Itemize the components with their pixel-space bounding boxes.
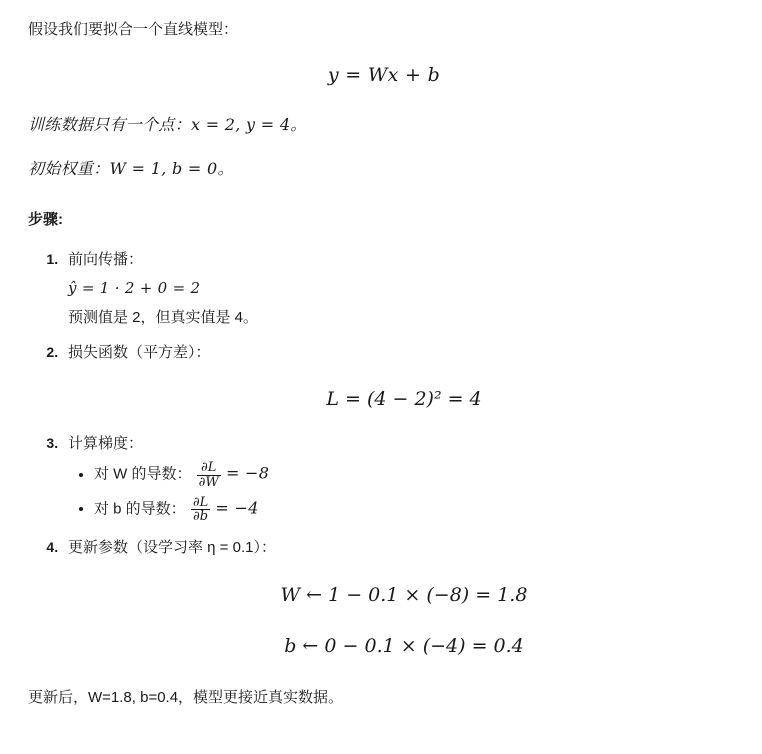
frac-numerator: ∂L — [201, 460, 217, 476]
list-item — [62, 536, 740, 662]
bullet-label: 对 b 的导数： — [94, 500, 186, 517]
list-item — [94, 461, 740, 489]
update-equation-w: W ← 1 − 0.1 × (−8) = 1.8 — [280, 584, 528, 607]
step-title: 计算梯度： — [68, 434, 144, 452]
update-equation-b: b ← 0 − 0.1 × (−4) = 0.4 — [284, 635, 524, 658]
frac-denominator: ∂W — [198, 474, 219, 490]
model-equation-text: y = Wx + b — [327, 64, 441, 87]
frac-denominator: ∂b — [191, 509, 210, 524]
steps-list — [28, 248, 740, 662]
initial-weights-paragraph — [28, 157, 740, 182]
training-data-paragraph — [28, 113, 740, 138]
training-data-text: 训练数据只有一个点：x = 2, y = 4。 — [28, 114, 307, 134]
bullet-label: 对 W 的导数： — [94, 465, 192, 483]
list-item — [62, 248, 740, 330]
intro-paragraph: 假设我们要拟合一个直线模型： — [28, 21, 239, 38]
step-equation: L = (4 − 2)² = 4 — [326, 387, 482, 410]
initial-weights-text: 初始权重：W = 1, b = 0。 — [28, 159, 234, 179]
steps-heading: 步骤: — [28, 211, 63, 229]
step-title: 更新参数（设学习率 η = 0.1）： — [68, 538, 276, 556]
bullet-value: = −4 — [215, 498, 259, 517]
bullet-value: = −8 — [225, 463, 270, 483]
frac-numerator: ∂L — [192, 494, 209, 510]
list-item — [62, 341, 740, 414]
list-item — [62, 432, 740, 524]
step-title: 损失函数（平方差）： — [68, 344, 211, 362]
step-note: 预测值是 2，但真实值是 4。 — [68, 309, 259, 327]
model-equation — [28, 61, 740, 90]
gradient-bullets — [68, 461, 740, 524]
partial-derivative-w — [197, 461, 221, 489]
list-item — [94, 496, 740, 524]
step-title: 前向传播： — [68, 250, 144, 268]
partial-derivative-b — [191, 496, 210, 524]
step-equation: ŷ = 1 · 2 + 0 = 2 — [68, 278, 201, 297]
conclusion-paragraph: 更新后，W=1.8, b=0.4，模型更接近真实数据。 — [28, 688, 344, 706]
